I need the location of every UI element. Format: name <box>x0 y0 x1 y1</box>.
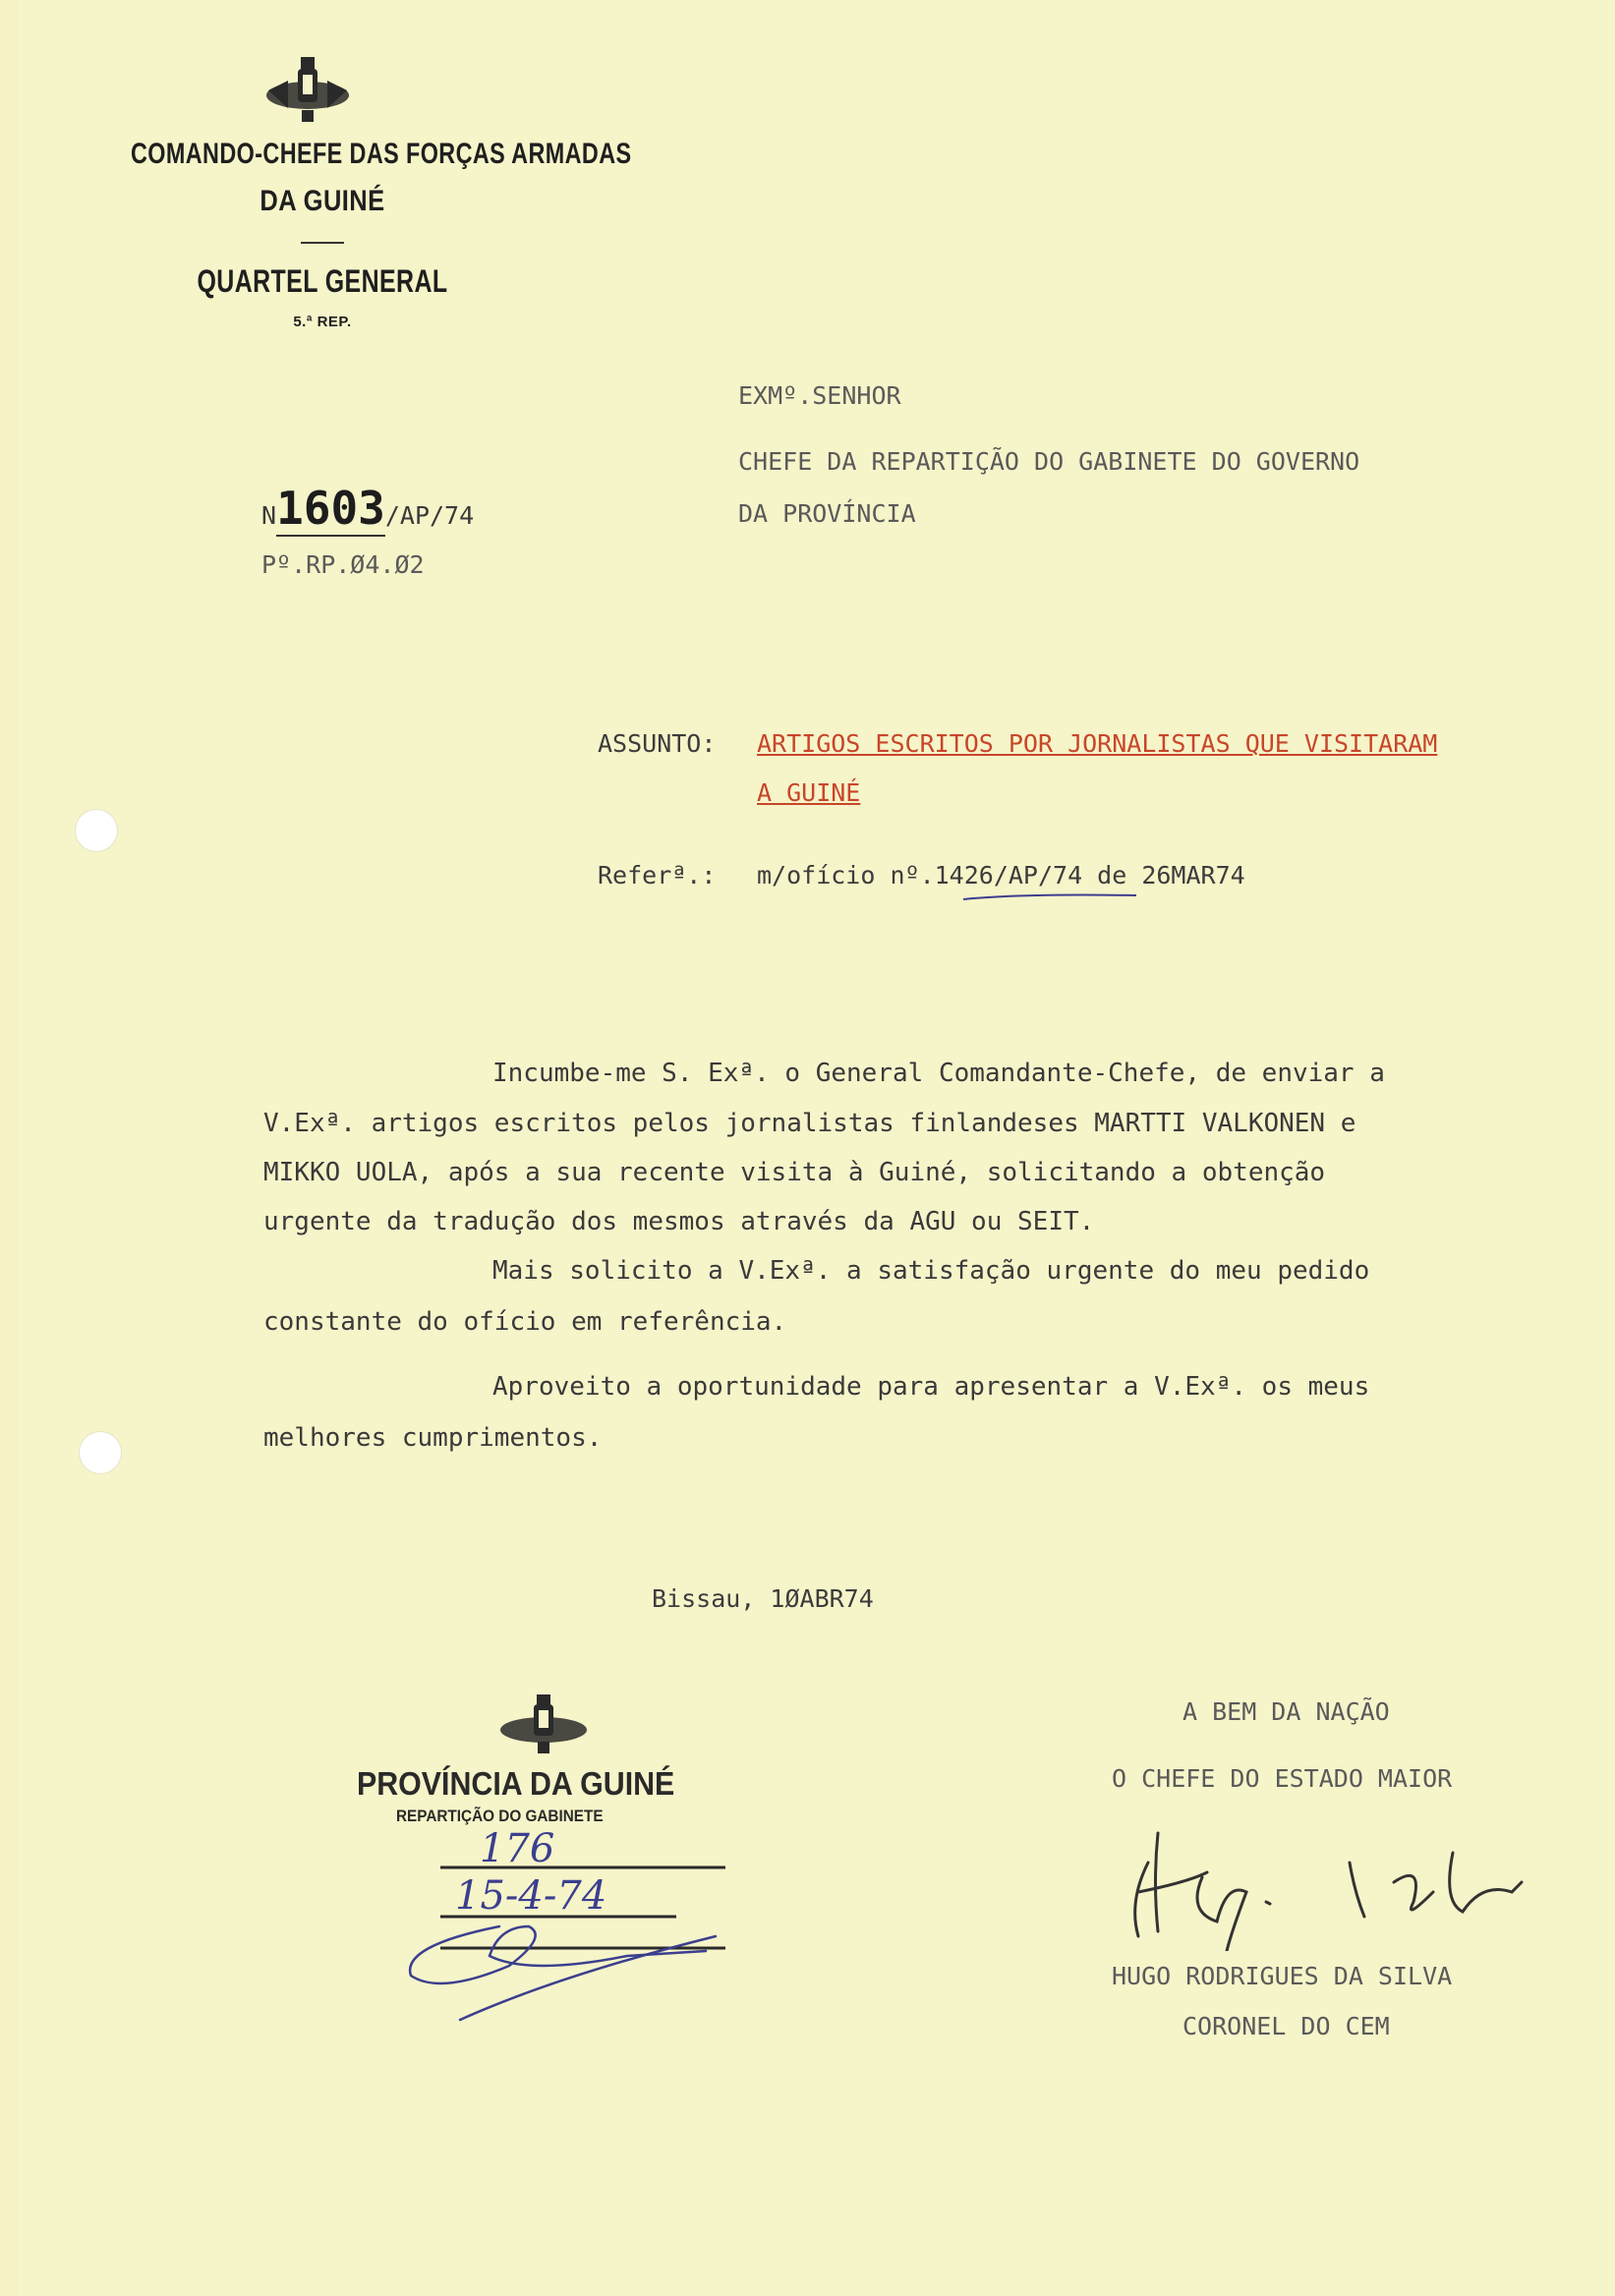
stamp-handwritten-number: 176 <box>480 1826 555 1871</box>
document-page <box>18 0 1615 2296</box>
signatory-name: HUGO RODRIGUES DA SILVA <box>1112 1962 1453 1990</box>
reference-label: Referª.: <box>598 861 717 890</box>
subject-line2: A GUINÉ <box>757 778 861 807</box>
stamp-lines-and-initials <box>381 1858 735 2025</box>
reference-prefix: N <box>261 501 277 530</box>
reference-number <box>261 482 474 535</box>
process-number: Pº.RP.Ø4.Ø2 <box>261 550 425 579</box>
punch-hole <box>75 809 118 852</box>
coat-of-arms-icon <box>494 1691 593 1759</box>
stamp-handwritten-date: 15-4-74 <box>455 1873 607 1919</box>
letterhead-divider <box>301 242 344 244</box>
stamp-line1: PROVÍNCIA DA GUINÉ <box>357 1765 675 1802</box>
body-line: V.Exª. artigos escritos pelos jornalistas finlandeses MARTTI VALKONEN e <box>263 1109 1356 1138</box>
addressee-salutation: EXMº.SENHOR <box>738 381 901 410</box>
body-line: urgente da tradução dos mesmos através da AGU ou SEIT. <box>263 1207 1095 1236</box>
signature <box>1128 1823 1571 1951</box>
addressee-line2: DA PROVÍNCIA <box>738 499 916 528</box>
closing-line2: O CHEFE DO ESTADO MAIOR <box>1112 1764 1453 1793</box>
letterhead-line4: 5.ª REP. <box>293 314 352 330</box>
subject-label: ASSUNTO: <box>598 729 717 758</box>
punch-hole <box>79 1431 122 1474</box>
addressee-line1: CHEFE DA REPARTIÇÃO DO GABINETE DO GOVERNO <box>738 447 1360 476</box>
body-line: Mais solicito a V.Exª. a satisfação urgente do meu pedido <box>492 1256 1370 1286</box>
body-line: Aproveito a oportunidade para apresentar a V.Exª. os meus <box>492 1372 1370 1402</box>
reference-text: m/ofício nº.1426/AP/74 de 26MAR74 <box>757 861 1245 890</box>
body-line: melhores cumprimentos. <box>263 1423 603 1453</box>
reference-suffix: /AP/74 <box>384 501 475 530</box>
letterhead-line1: COMANDO-CHEFE DAS FORÇAS ARMADAS <box>131 138 632 170</box>
subject-line1: ARTIGOS ESCRITOS POR JORNALISTAS QUE VISITARAM <box>757 729 1438 758</box>
reference-number-value: 1603 <box>276 482 385 535</box>
letterhead <box>77 138 632 330</box>
stamp-line2: REPARTIÇÃO DO GABINETE <box>396 1807 604 1825</box>
handwritten-underline <box>961 890 1138 903</box>
signatory-rank: CORONEL DO CEM <box>1182 2012 1390 2040</box>
letterhead-line3: QUARTEL GENERAL <box>197 263 448 299</box>
closing-line1: A BEM DA NAÇÃO <box>1182 1697 1390 1726</box>
body-line: constante do ofício em referência. <box>263 1307 787 1337</box>
coat-of-arms-icon <box>259 51 357 130</box>
letterhead-line2: DA GUINÉ <box>260 185 385 217</box>
body-line: Incumbe-me S. Exª. o General Comandante-Chefe, de enviar a <box>492 1059 1385 1088</box>
place-date: Bissau, 1ØABR74 <box>652 1584 874 1613</box>
body-line: MIKKO UOLA, após a sua recente visita à Guiné, solicitando a obtenção <box>263 1158 1326 1187</box>
